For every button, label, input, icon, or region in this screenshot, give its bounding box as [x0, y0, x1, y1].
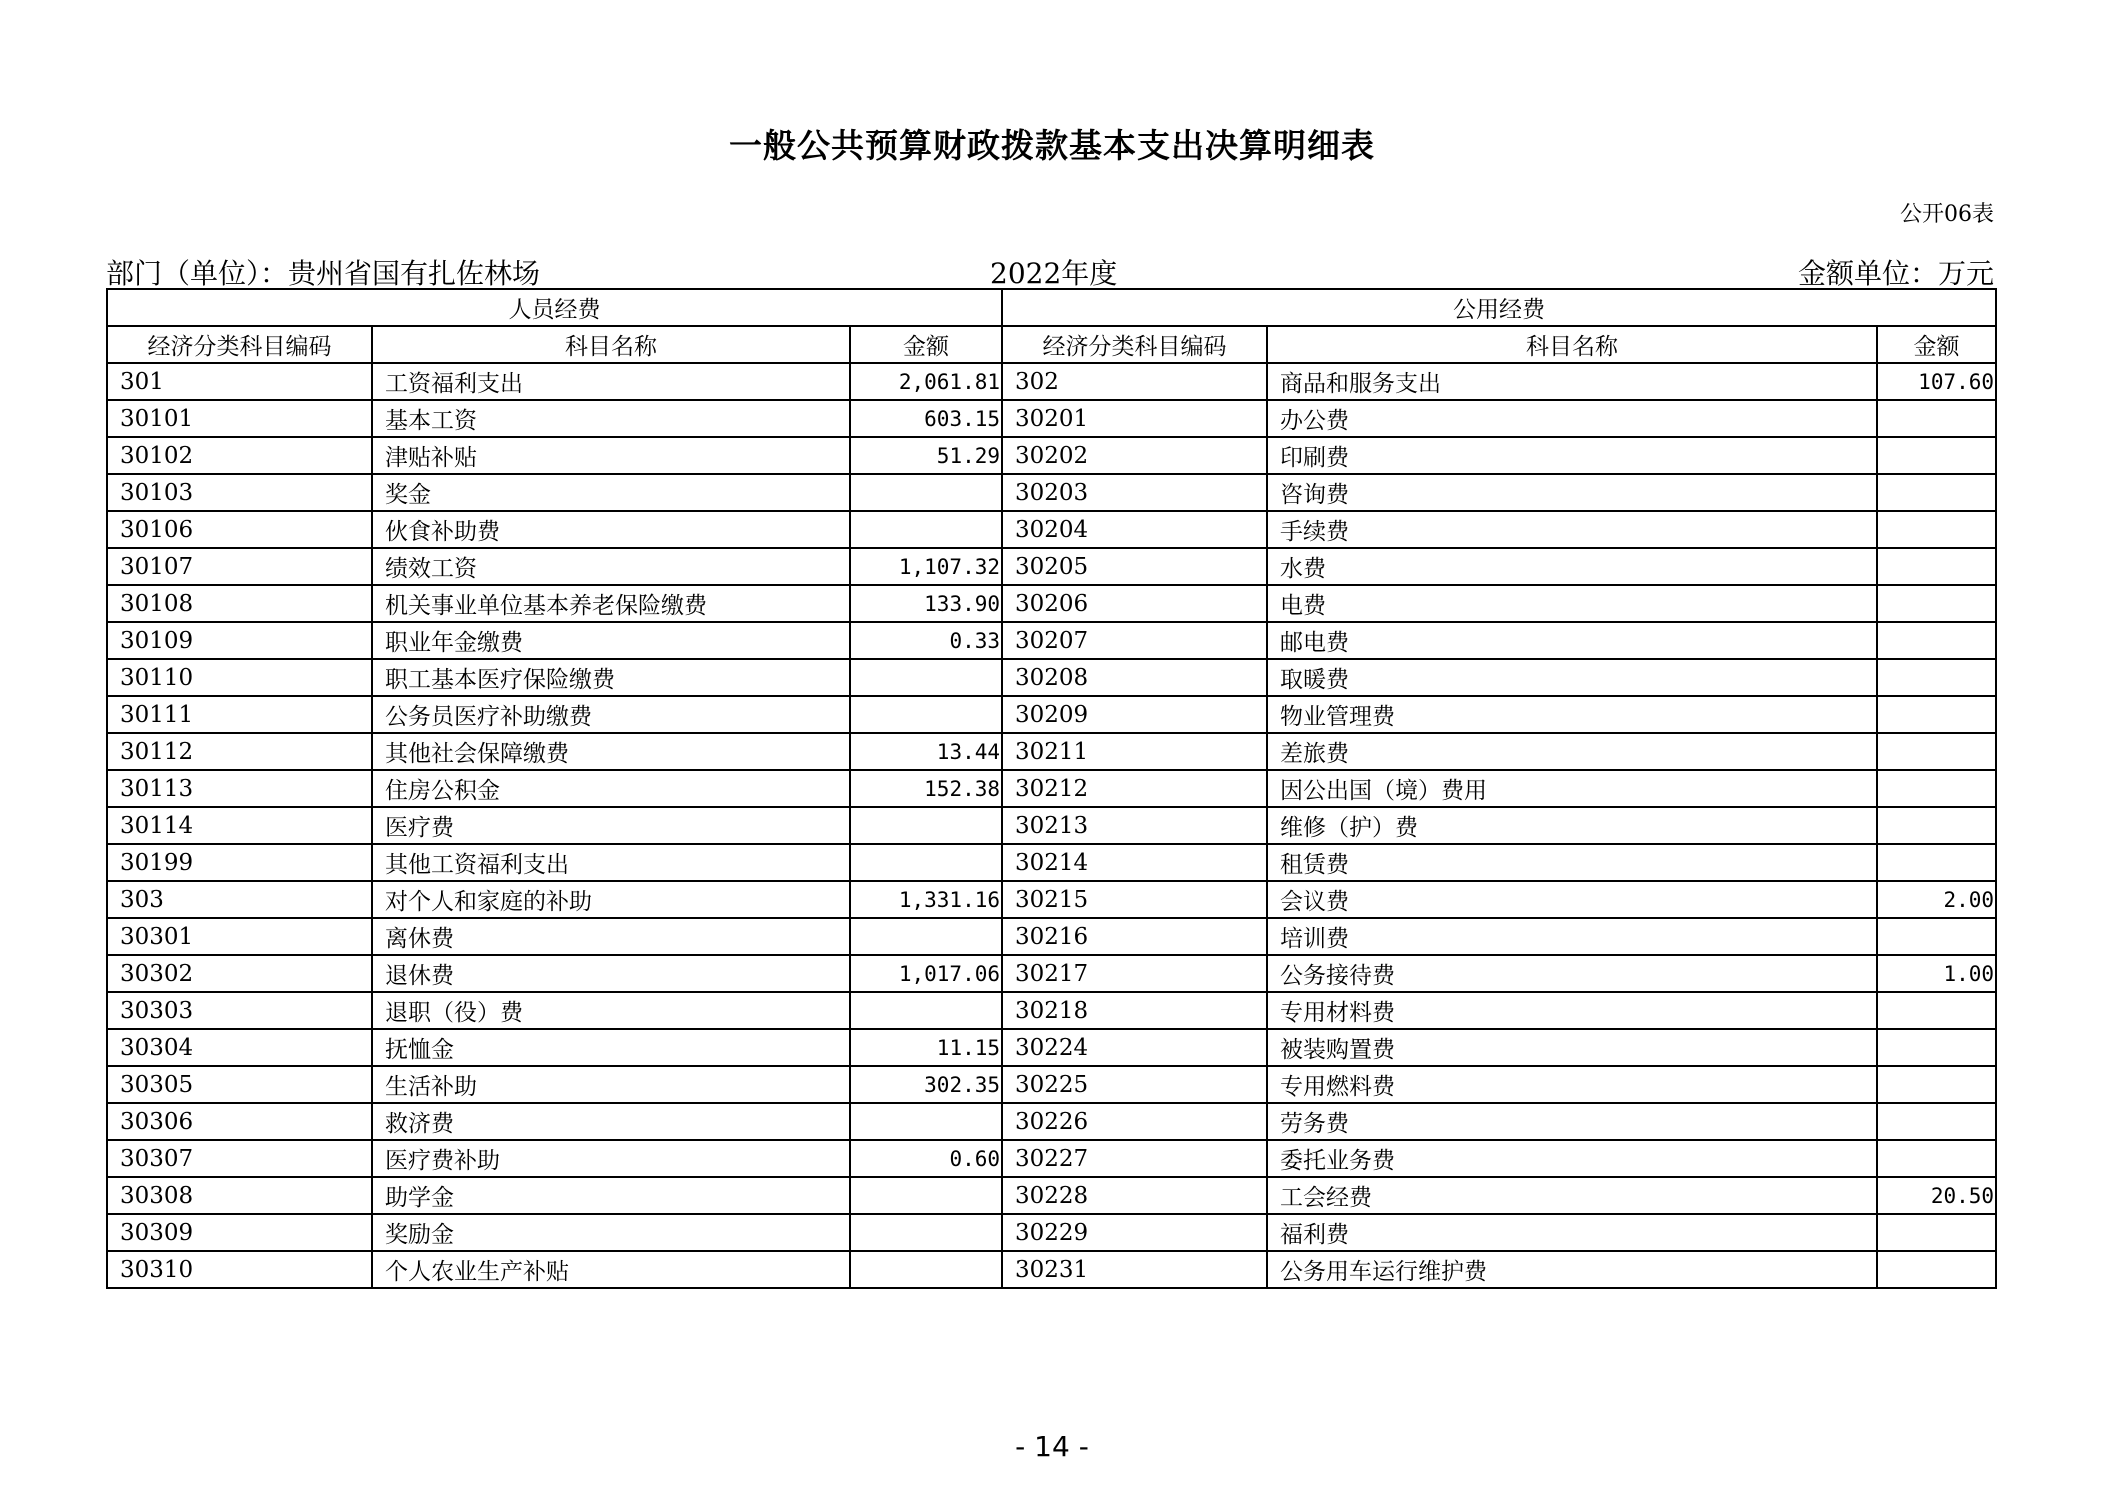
personnel-name-cell: 医疗费补助 [372, 1140, 850, 1177]
personnel-code-cell: 30303 [107, 992, 372, 1029]
public-amount-cell [1877, 1066, 1996, 1103]
public-code-cell: 30224 [1002, 1029, 1267, 1066]
public-code-cell: 30205 [1002, 548, 1267, 585]
public-amount-cell [1877, 807, 1996, 844]
table-row [107, 733, 1996, 770]
column-header-code: 经济分类科目编码 [107, 326, 372, 363]
personnel-amount-cell [850, 1177, 1002, 1214]
public-name-cell: 专用燃料费 [1267, 1066, 1877, 1103]
public-code-cell: 30215 [1002, 881, 1267, 918]
table-row [107, 548, 1996, 585]
public-code-cell: 30229 [1002, 1214, 1267, 1251]
personnel-code-cell: 30102 [107, 437, 372, 474]
public-amount-cell [1877, 844, 1996, 881]
table-row [107, 1140, 1996, 1177]
public-amount-cell [1877, 1029, 1996, 1066]
public-amount-cell: 107.60 [1877, 363, 1996, 400]
public-name-cell: 会议费 [1267, 881, 1877, 918]
public-amount-cell [1877, 585, 1996, 622]
personnel-amount-cell: 13.44 [850, 733, 1002, 770]
column-header-row [107, 326, 1996, 363]
table-row [107, 918, 1996, 955]
table-row [107, 770, 1996, 807]
public-amount-cell [1877, 1214, 1996, 1251]
public-code-cell: 30204 [1002, 511, 1267, 548]
personnel-code-cell: 30307 [107, 1140, 372, 1177]
public-name-cell: 取暖费 [1267, 659, 1877, 696]
public-name-cell: 公务接待费 [1267, 955, 1877, 992]
personnel-code-cell: 30301 [107, 918, 372, 955]
column-header-code: 经济分类科目编码 [1002, 326, 1267, 363]
public-name-cell: 专用材料费 [1267, 992, 1877, 1029]
personnel-amount-cell [850, 659, 1002, 696]
table-row [107, 844, 1996, 881]
personnel-code-cell: 30308 [107, 1177, 372, 1214]
personnel-amount-cell [850, 807, 1002, 844]
personnel-amount-cell: 603.15 [850, 400, 1002, 437]
public-code-cell: 30225 [1002, 1066, 1267, 1103]
personnel-amount-cell: 152.38 [850, 770, 1002, 807]
personnel-code-cell: 303 [107, 881, 372, 918]
public-code-cell: 30218 [1002, 992, 1267, 1029]
personnel-amount-cell: 2,061.81 [850, 363, 1002, 400]
personnel-name-cell: 离休费 [372, 918, 850, 955]
document-title: 一般公共预算财政拨款基本支出决算明细表 [729, 126, 1375, 165]
public-name-cell: 办公费 [1267, 400, 1877, 437]
public-code-cell: 302 [1002, 363, 1267, 400]
personnel-amount-cell [850, 1214, 1002, 1251]
column-header-name: 科目名称 [1267, 326, 1877, 363]
public-code-cell: 30206 [1002, 585, 1267, 622]
public-amount-cell [1877, 511, 1996, 548]
table-row [107, 1251, 1996, 1288]
public-amount-cell: 20.50 [1877, 1177, 1996, 1214]
personnel-code-cell: 30304 [107, 1029, 372, 1066]
personnel-amount-cell [850, 992, 1002, 1029]
personnel-name-cell: 奖金 [372, 474, 850, 511]
public-amount-cell [1877, 696, 1996, 733]
table-row [107, 511, 1996, 548]
table-row [107, 400, 1996, 437]
personnel-amount-cell: 0.33 [850, 622, 1002, 659]
public-amount-cell [1877, 1140, 1996, 1177]
personnel-name-cell: 其他工资福利支出 [372, 844, 850, 881]
public-amount-cell [1877, 437, 1996, 474]
public-name-cell: 委托业务费 [1267, 1140, 1877, 1177]
personnel-name-cell: 个人农业生产补贴 [372, 1251, 850, 1288]
public-amount-cell [1877, 1251, 1996, 1288]
public-code-cell: 30213 [1002, 807, 1267, 844]
personnel-name-cell: 津贴补贴 [372, 437, 850, 474]
public-name-cell: 被装购置费 [1267, 1029, 1877, 1066]
public-code-cell: 30212 [1002, 770, 1267, 807]
personnel-name-cell: 机关事业单位基本养老保险缴费 [372, 585, 850, 622]
personnel-name-cell: 奖励金 [372, 1214, 850, 1251]
public-amount-cell [1877, 1103, 1996, 1140]
public-code-cell: 30227 [1002, 1140, 1267, 1177]
public-name-cell: 邮电费 [1267, 622, 1877, 659]
table-row [107, 659, 1996, 696]
table-row [107, 585, 1996, 622]
public-code-cell: 30203 [1002, 474, 1267, 511]
personnel-code-cell: 30101 [107, 400, 372, 437]
public-amount-cell [1877, 992, 1996, 1029]
table-row [107, 1029, 1996, 1066]
personnel-amount-cell: 11.15 [850, 1029, 1002, 1066]
form-number: 公开06表 [1900, 202, 1994, 227]
personnel-code-cell: 30103 [107, 474, 372, 511]
public-name-cell: 物业管理费 [1267, 696, 1877, 733]
personnel-code-cell: 30310 [107, 1251, 372, 1288]
personnel-amount-cell: 1,107.32 [850, 548, 1002, 585]
personnel-name-cell: 救济费 [372, 1103, 850, 1140]
personnel-name-cell: 职业年金缴费 [372, 622, 850, 659]
personnel-name-cell: 助学金 [372, 1177, 850, 1214]
page-number: - 14 - [1015, 1430, 1089, 1463]
public-name-cell: 工会经费 [1267, 1177, 1877, 1214]
public-code-cell: 30228 [1002, 1177, 1267, 1214]
personnel-code-cell: 30106 [107, 511, 372, 548]
personnel-amount-cell [850, 844, 1002, 881]
public-code-cell: 30209 [1002, 696, 1267, 733]
public-amount-cell [1877, 548, 1996, 585]
personnel-amount-cell: 133.90 [850, 585, 1002, 622]
public-amount-cell [1877, 770, 1996, 807]
public-name-cell: 电费 [1267, 585, 1877, 622]
table-row [107, 622, 1996, 659]
table-row [107, 992, 1996, 1029]
group-header-personnel: 人员经费 [107, 289, 1002, 326]
public-amount-cell: 1.00 [1877, 955, 1996, 992]
public-amount-cell [1877, 733, 1996, 770]
expenditure-table [106, 288, 1997, 1289]
personnel-name-cell: 伙食补助费 [372, 511, 850, 548]
amount-unit: 金额单位：万元 [1797, 257, 1994, 290]
public-code-cell: 30217 [1002, 955, 1267, 992]
personnel-amount-cell [850, 696, 1002, 733]
public-name-cell: 福利费 [1267, 1214, 1877, 1251]
table-row [107, 1103, 1996, 1140]
personnel-amount-cell: 1,017.06 [850, 955, 1002, 992]
personnel-code-cell: 30305 [107, 1066, 372, 1103]
public-amount-cell [1877, 622, 1996, 659]
public-name-cell: 水费 [1267, 548, 1877, 585]
table-row [107, 1066, 1996, 1103]
public-code-cell: 30216 [1002, 918, 1267, 955]
personnel-name-cell: 绩效工资 [372, 548, 850, 585]
column-header-amount: 金额 [1877, 326, 1996, 363]
personnel-name-cell: 对个人和家庭的补助 [372, 881, 850, 918]
public-name-cell: 因公出国（境）费用 [1267, 770, 1877, 807]
personnel-amount-cell [850, 511, 1002, 548]
personnel-name-cell: 工资福利支出 [372, 363, 850, 400]
table-row [107, 437, 1996, 474]
public-code-cell: 30201 [1002, 400, 1267, 437]
personnel-name-cell: 其他社会保障缴费 [372, 733, 850, 770]
public-code-cell: 30202 [1002, 437, 1267, 474]
public-amount-cell [1877, 400, 1996, 437]
personnel-code-cell: 30309 [107, 1214, 372, 1251]
personnel-amount-cell: 51.29 [850, 437, 1002, 474]
personnel-amount-cell: 0.60 [850, 1140, 1002, 1177]
personnel-name-cell: 医疗费 [372, 807, 850, 844]
public-name-cell: 公务用车运行维护费 [1267, 1251, 1877, 1288]
public-amount-cell [1877, 474, 1996, 511]
personnel-amount-cell [850, 1103, 1002, 1140]
table-row [107, 1177, 1996, 1214]
personnel-code-cell: 301 [107, 363, 372, 400]
personnel-code-cell: 30302 [107, 955, 372, 992]
personnel-name-cell: 住房公积金 [372, 770, 850, 807]
personnel-amount-cell [850, 474, 1002, 511]
public-amount-cell [1877, 918, 1996, 955]
public-name-cell: 维修（护）费 [1267, 807, 1877, 844]
table-row [107, 363, 1996, 400]
public-name-cell: 租赁费 [1267, 844, 1877, 881]
public-name-cell: 咨询费 [1267, 474, 1877, 511]
personnel-code-cell: 30109 [107, 622, 372, 659]
personnel-code-cell: 30113 [107, 770, 372, 807]
personnel-code-cell: 30108 [107, 585, 372, 622]
personnel-code-cell: 30107 [107, 548, 372, 585]
column-header-name: 科目名称 [372, 326, 850, 363]
personnel-code-cell: 30306 [107, 1103, 372, 1140]
personnel-name-cell: 生活补助 [372, 1066, 850, 1103]
personnel-name-cell: 职工基本医疗保险缴费 [372, 659, 850, 696]
personnel-code-cell: 30199 [107, 844, 372, 881]
department-label: 部门（单位）：贵州省国有扎佐林场 [106, 257, 541, 290]
fiscal-year: 2022年度 [990, 257, 1118, 290]
table-row [107, 1214, 1996, 1251]
public-amount-cell: 2.00 [1877, 881, 1996, 918]
public-code-cell: 30207 [1002, 622, 1267, 659]
group-header-public: 公用经费 [1002, 289, 1996, 326]
public-name-cell: 劳务费 [1267, 1103, 1877, 1140]
public-name-cell: 培训费 [1267, 918, 1877, 955]
public-code-cell: 30226 [1002, 1103, 1267, 1140]
personnel-name-cell: 退职（役）费 [372, 992, 850, 1029]
public-code-cell: 30214 [1002, 844, 1267, 881]
table-body [107, 363, 1996, 1288]
personnel-amount-cell [850, 918, 1002, 955]
personnel-amount-cell: 302.35 [850, 1066, 1002, 1103]
public-name-cell: 差旅费 [1267, 733, 1877, 770]
public-code-cell: 30208 [1002, 659, 1267, 696]
personnel-amount-cell: 1,331.16 [850, 881, 1002, 918]
personnel-amount-cell [850, 1251, 1002, 1288]
personnel-code-cell: 30110 [107, 659, 372, 696]
public-amount-cell [1877, 659, 1996, 696]
public-code-cell: 30231 [1002, 1251, 1267, 1288]
personnel-name-cell: 基本工资 [372, 400, 850, 437]
public-name-cell: 印刷费 [1267, 437, 1877, 474]
personnel-name-cell: 公务员医疗补助缴费 [372, 696, 850, 733]
personnel-code-cell: 30114 [107, 807, 372, 844]
personnel-code-cell: 30111 [107, 696, 372, 733]
public-code-cell: 30211 [1002, 733, 1267, 770]
table-row [107, 881, 1996, 918]
table-row [107, 807, 1996, 844]
table-row [107, 696, 1996, 733]
public-name-cell: 手续费 [1267, 511, 1877, 548]
group-header-row [107, 289, 1996, 326]
column-header-amount: 金额 [850, 326, 1002, 363]
public-name-cell: 商品和服务支出 [1267, 363, 1877, 400]
table-row [107, 474, 1996, 511]
meta-row [106, 252, 1994, 290]
personnel-name-cell: 退休费 [372, 955, 850, 992]
personnel-code-cell: 30112 [107, 733, 372, 770]
personnel-name-cell: 抚恤金 [372, 1029, 850, 1066]
table-row [107, 955, 1996, 992]
